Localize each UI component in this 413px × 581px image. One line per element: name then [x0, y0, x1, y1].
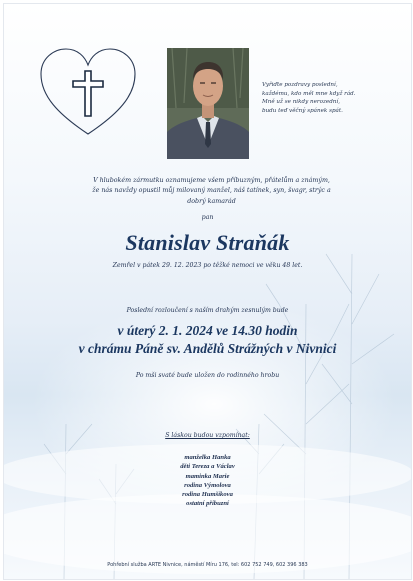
mourner-item: rodina Výmolova [184, 481, 231, 489]
funeral-service-contact: Pohřební služba ARTE Nivnice, náměstí Míru 176, tel: 602 752 749, 602 396 383 [107, 562, 308, 568]
obituary-notice [3, 3, 412, 580]
poem-line: Vyřiďte pozdravy poslední, [262, 82, 338, 88]
mourner-item: maminka Marie [185, 472, 230, 480]
memorial-poem [262, 81, 392, 115]
heart-cross-icon [38, 46, 138, 140]
farewell-intro: Poslední rozloučení s naším drahým zesnulým bude [126, 307, 289, 314]
announcement-line: dobrý kamarád [187, 197, 236, 205]
honorific-label: pan [201, 214, 214, 221]
poem-line: Mně už se nikdy nerozední, [262, 99, 340, 106]
mourners-heading: S láskou budou vzpomínat: [165, 432, 250, 439]
announcement-text [24, 176, 399, 207]
mourner-item: ostatní příbuzní [186, 500, 229, 508]
mourner-item: manželka Hanka [184, 454, 231, 461]
announcement-line: že nás navždy opustil můj milovaný manžel, náš tatínek, syn, švagr, strýc a [92, 187, 331, 195]
deceased-name: Stanislav Straňák [125, 230, 290, 255]
ceremony-details [4, 322, 411, 358]
portrait-photo [167, 48, 249, 159]
ceremony-date-time: v úterý 2. 1. 2024 ve 14.30 hodin [117, 323, 298, 338]
poem-line: budu teď věčný spánek spát. [262, 107, 343, 114]
mourner-item: děti Tereza a Václav [180, 463, 235, 471]
mourners-list [4, 453, 411, 509]
mourner-item: rodina Humšíkova [182, 491, 233, 499]
burial-note: Po mši svaté bude uložen do rodinného hrobu [135, 372, 280, 379]
ceremony-place: v chrámu Páně sv. Andělů Strážných v Nivnici [78, 341, 337, 356]
poem-line: každému, kdo měl mne když rád. [262, 90, 356, 97]
announcement-line: V hlubokém zármutku oznamujeme všem příbuzným, přátelům a známým, [93, 177, 330, 184]
death-note: Zemřel v pátek 29. 12. 2023 po těžké nemoci ve věku 48 let. [112, 262, 303, 269]
